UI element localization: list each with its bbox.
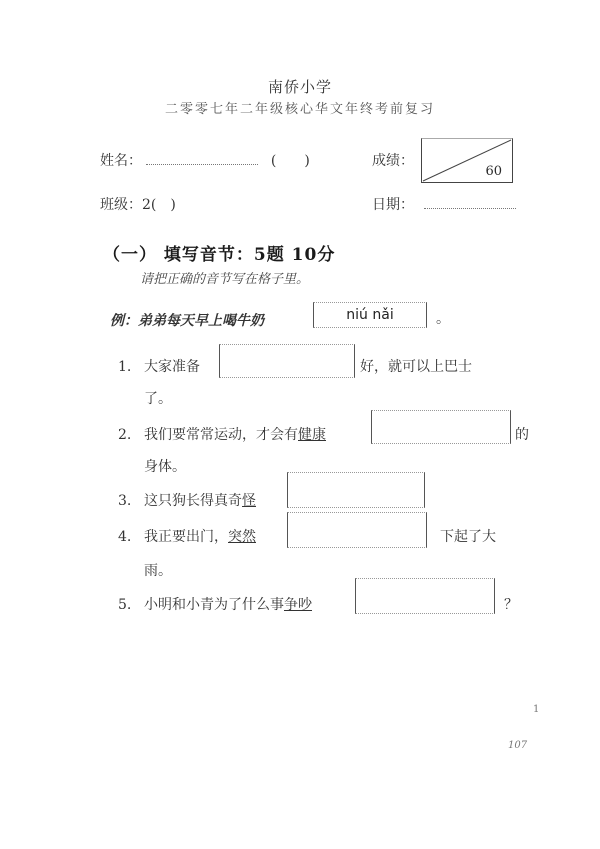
answer-box-4[interactable] [287,512,427,548]
question-5 [118,594,312,614]
question-number: 2. [118,427,132,443]
question-target: 突然 [228,529,256,545]
answer-box-5[interactable] [355,578,495,614]
question-text: 这只狗长得真奇 [144,493,242,509]
question-text: 小明和小青为了什么事 [144,597,284,613]
name-label: 姓名： [100,153,142,169]
question-number: 5. [118,597,132,613]
question-text: 我正要出门， [144,529,228,545]
question-2-after: 的 [515,427,529,443]
page-number: 1 [533,704,540,715]
answer-box-2[interactable] [371,410,511,444]
exam-subtitle: 二零零七年二年级核心华文年终考前复习 [164,102,435,117]
question-4 [118,526,256,546]
question-2-cont: 身体。 [144,459,186,475]
date-row [372,194,516,214]
score-total: 60 [485,164,502,179]
question-number: 1. [118,359,132,375]
question-5-after: ？ [504,597,518,613]
date-blank[interactable] [424,196,516,209]
question-target: 怪 [242,493,256,509]
example-text: 例：弟弟每天早上喝牛奶 [110,313,264,329]
question-1 [118,356,200,376]
score-label: 成绩： [372,153,414,169]
question-1-cont: 了。 [144,391,172,407]
example-period: 。 [436,311,450,327]
question-number: 3. [118,493,132,509]
question-text: 我们要常常运动，才会有 [144,427,298,443]
question-3 [118,490,256,510]
school-name: 南侨小学 [267,78,332,96]
name-row [100,150,310,170]
question-2 [118,424,326,444]
question-1-after: 好，就可以上巴士 [360,359,472,375]
question-target: 争吵 [284,597,312,613]
question-text: 大家准备 [144,359,200,375]
question-number: 4. [118,529,132,545]
class-label: 班级：2( ) [100,197,176,213]
name-paren: ( ) [270,153,310,169]
example-pinyin: niú nǎi [346,307,394,323]
answer-box-3[interactable] [287,472,425,508]
date-label: 日期： [372,197,414,213]
section-title: （一） 填写音节：5题 10分 [103,245,336,265]
score-box[interactable] [421,138,513,183]
example-pinyin-box [313,302,427,328]
question-target: 健康 [298,427,326,443]
question-4-after: 下起了大 [440,529,496,545]
name-blank[interactable] [146,152,258,165]
question-4-cont: 雨。 [144,563,172,579]
page-code: 107 [508,740,528,751]
answer-box-1[interactable] [219,344,355,378]
section-instruction: 请把正确的音节写在格子里。 [140,272,310,287]
